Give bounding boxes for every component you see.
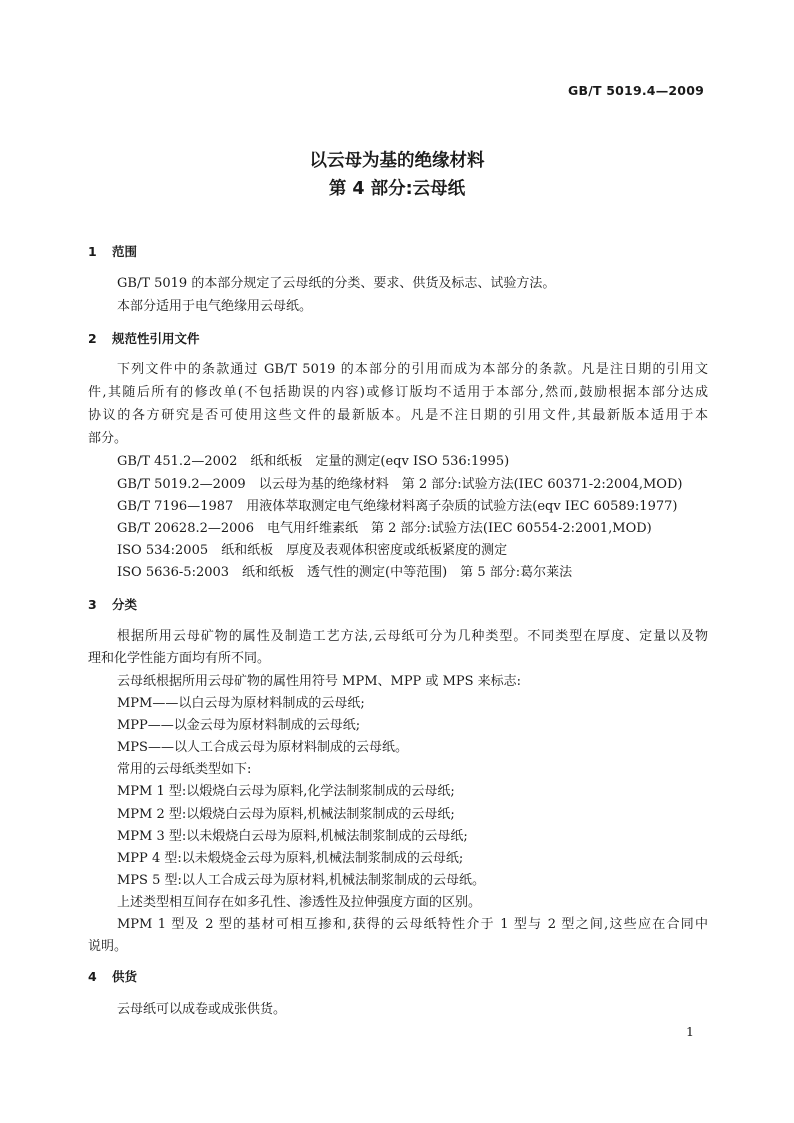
reference-item: GB/T 5019.2—2009 以云母为基的绝缘材料 第 2 部分:试验方法(IEC 60371-2:2004,MOD) bbox=[117, 477, 683, 492]
paragraph-line: 下列文件中的条款通过 GB/T 5019 的本部分的引用而成为本部分的条款。凡是注日期的引用文 bbox=[117, 362, 708, 377]
paragraph-line: 常用的云母纸类型如下: bbox=[117, 762, 252, 777]
list-item: MPS 5 型:以人工合成云母为原材料,机械法制浆制成的云母纸。 bbox=[117, 873, 486, 888]
list-item: MPS——以人工合成云母为原材料制成的云母纸。 bbox=[117, 740, 408, 755]
page-number: 1 bbox=[686, 1024, 694, 1039]
section-title: 分类 bbox=[112, 597, 138, 612]
paragraph-line: 部分。 bbox=[88, 431, 128, 446]
section-number: 2 bbox=[88, 331, 97, 346]
paragraph-line: 云母纸根据所用云母矿物的属性用符号 MPM、MPP 或 MPS 来标志: bbox=[117, 674, 522, 689]
paragraph-line: 根据所用云母矿物的属性及制造工艺方法,云母纸可分为几种类型。不同类型在厚度、定量以及物 bbox=[117, 629, 708, 644]
list-item: MPM 1 型:以煅烧白云母为原料,化学法制浆制成的云母纸; bbox=[117, 784, 455, 799]
paragraph-line: GB/T 5019 的本部分规定了云母纸的分类、要求、供货及标志、试验方法。 bbox=[117, 276, 556, 291]
section-heading bbox=[88, 596, 137, 614]
paragraph-line: 云母纸可以成卷或成张供货。 bbox=[117, 1002, 287, 1017]
paragraph-line: 理和化学性能方面均有所不同。 bbox=[88, 651, 271, 666]
paragraph-line: 协议的各方研究是否可使用这些文件的最新版本。凡是不注日期的引用文件,其最新版本适用于本 bbox=[88, 408, 708, 423]
section-title: 规范性引用文件 bbox=[112, 331, 200, 346]
list-item: MPP 4 型:以未煅烧金云母为原料,机械法制浆制成的云母纸; bbox=[117, 851, 464, 866]
standard-code: GB/T 5019.4—2009 bbox=[568, 83, 704, 98]
section-number: 4 bbox=[88, 969, 97, 984]
reference-item: ISO 534:2005 纸和纸板 厚度及表观体积密度或纸板紧度的测定 bbox=[117, 543, 508, 558]
section-heading bbox=[88, 968, 137, 986]
reference-item: ISO 5636-5:2003 纸和纸板 透气性的测定(中等范围) 第 5 部分:葛尔莱法 bbox=[117, 565, 573, 580]
section-number: 3 bbox=[88, 597, 97, 612]
paragraph-line: 件,其随后所有的修改单(不包括勘误的内容)或修订版均不适用于本部分,然而,鼓励根据本部分达成 bbox=[88, 385, 708, 400]
section-number: 1 bbox=[88, 244, 97, 259]
reference-item: GB/T 451.2—2002 纸和纸板 定量的测定(eqv ISO 536:1995) bbox=[117, 454, 510, 469]
document-subtitle: 第 4 部分:云母纸 bbox=[328, 179, 466, 199]
reference-item: GB/T 20628.2—2006 电气用纤维素纸 第 2 部分:试验方法(IEC 60554-2:2001,MOD) bbox=[117, 521, 652, 536]
paragraph-line: 本部分适用于电气绝缘用云母纸。 bbox=[117, 299, 313, 314]
list-item: MPP——以金云母为原材料制成的云母纸; bbox=[117, 718, 361, 733]
list-item: MPM 3 型:以未煅烧白云母为原料,机械法制浆制成的云母纸; bbox=[117, 829, 468, 844]
paragraph-line: 上述类型相互间存在如多孔性、渗透性及拉伸强度方面的区别。 bbox=[117, 895, 482, 910]
section-heading bbox=[88, 330, 200, 348]
list-item: MPM 2 型:以煅烧白云母为原料,机械法制浆制成的云母纸; bbox=[117, 807, 455, 822]
paragraph-line: MPM 1 型及 2 型的基材可相互掺和,获得的云母纸特性介于 1 型与 2 型之间,这些应在合同中 bbox=[117, 917, 708, 932]
document-title: 以云母为基的绝缘材料 bbox=[309, 151, 485, 171]
reference-item: GB/T 7196—1987 用液体萃取测定电气绝缘材料离子杂质的试验方法(eqv IEC 60589:1977) bbox=[117, 499, 678, 514]
section-heading bbox=[88, 243, 137, 261]
paragraph-line: 说明。 bbox=[88, 939, 128, 954]
section-title: 范围 bbox=[112, 244, 138, 259]
list-item: MPM——以白云母为原材料制成的云母纸; bbox=[117, 696, 365, 711]
section-title: 供货 bbox=[112, 969, 138, 984]
